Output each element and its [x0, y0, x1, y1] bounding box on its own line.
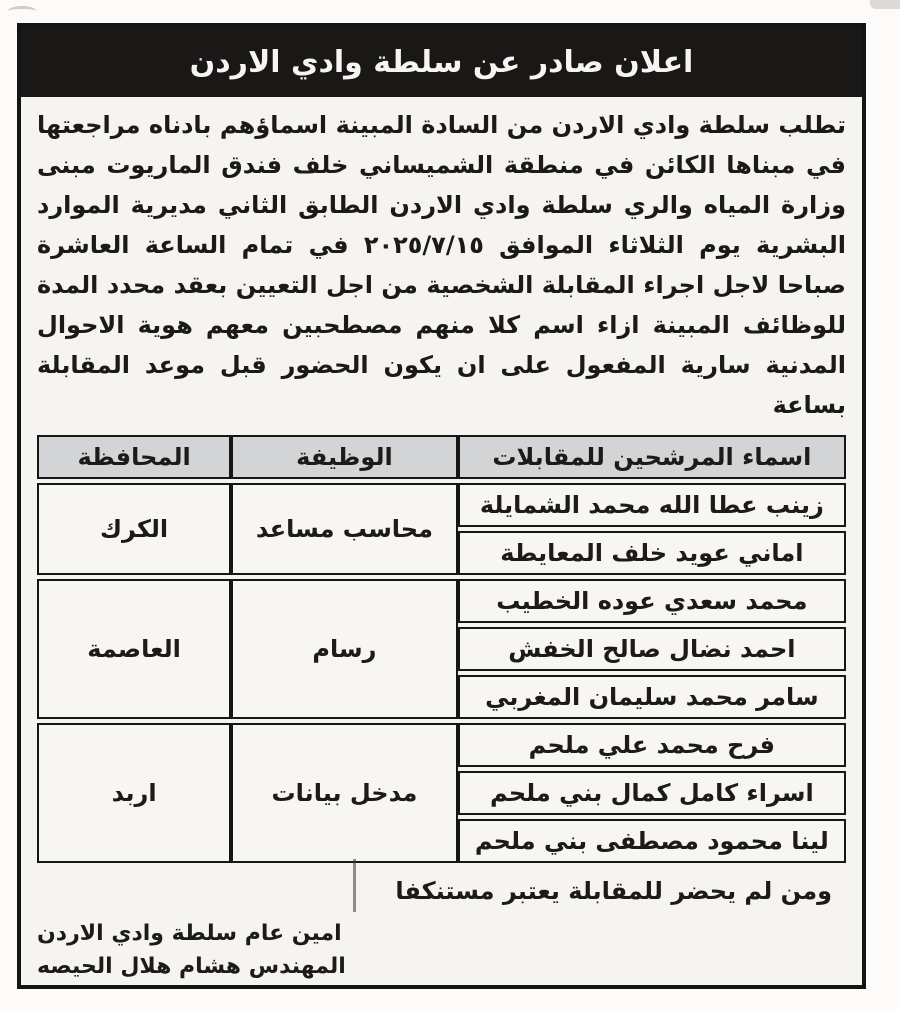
candidate-cell: اسراء كامل كمال بني ملحم [458, 771, 846, 815]
candidate-cell: محمد سعدي عوده الخطيب [458, 579, 846, 623]
scan-artifact-crease-line [353, 859, 356, 912]
candidate-cell: احمد نضال صالح الخفش [458, 627, 846, 671]
candidate-cell: سامر محمد سليمان المغربي [458, 675, 846, 719]
signature-block [21, 917, 862, 983]
position-cell: رسام [231, 579, 458, 719]
governorate-cell: اربد [37, 723, 231, 863]
candidates-table [37, 431, 846, 867]
candidate-cell: زينب عطا الله محمد الشمايلة [458, 483, 846, 527]
body-paragraph: تطلب سلطة وادي الاردن من السادة المبينة اسماؤهم بادناه مراجعتها في مبناها الكائن في منطقة الشميساني خلف فندق الماريوت مبنى وزارة المياه والري سلطة وادي الاردن الطابق الثاني مديرية الموارد البشرية يوم الثلاثاء الموافق ٢٠٢٥/٧/١٥ في تمام الساعة العاشرة صباحا لاجل اجراء المقابلة الشخصية من اجل التعيين بعقد محدد المدة للوظائف المبينة ازاء اسم كلا منهم مصطحبين معهم هوية الاحوال المدنية سارية المفعول على ان يكون الحضور قبل موعد المقابلة بساعة [37, 111, 846, 419]
candidate-cell: اماني عويد خلف المعايطة [458, 531, 846, 575]
header-cell-governorate: المحافظة [37, 435, 231, 479]
scan-artifact-top-right [870, 0, 900, 9]
ad-title: اعلان صادر عن سلطة وادي الاردن [189, 44, 694, 80]
announcement-frame [17, 23, 866, 989]
no-show-note: ومن لم يحضر للمقابلة يعتبر مستنكفا [395, 877, 832, 905]
header-cell-candidate-names: اسماء المرشحين للمقابلات [458, 435, 846, 479]
table-header-row [37, 435, 846, 479]
title-banner [21, 27, 862, 97]
position-cell: محاسب مساعد [231, 483, 458, 575]
table-row [37, 723, 846, 767]
governorate-cell: العاصمة [37, 579, 231, 719]
candidate-cell: فرح محمد علي ملحم [458, 723, 846, 767]
candidate-cell: لينا محمود مصطفى بني ملحم [458, 819, 846, 863]
position-cell: مدخل بيانات [231, 723, 458, 863]
table-row [37, 483, 846, 527]
governorate-cell: الكرك [37, 483, 231, 575]
signature-title: امين عام سلطة وادي الاردن [37, 921, 342, 946]
scan-artifact-top-left [8, 6, 36, 16]
header-cell-position: الوظيفة [231, 435, 458, 479]
candidates-table-wrap [37, 431, 846, 867]
table-row [37, 579, 846, 623]
signature-name: المهندس هشام هلال الحيصه [37, 954, 346, 979]
